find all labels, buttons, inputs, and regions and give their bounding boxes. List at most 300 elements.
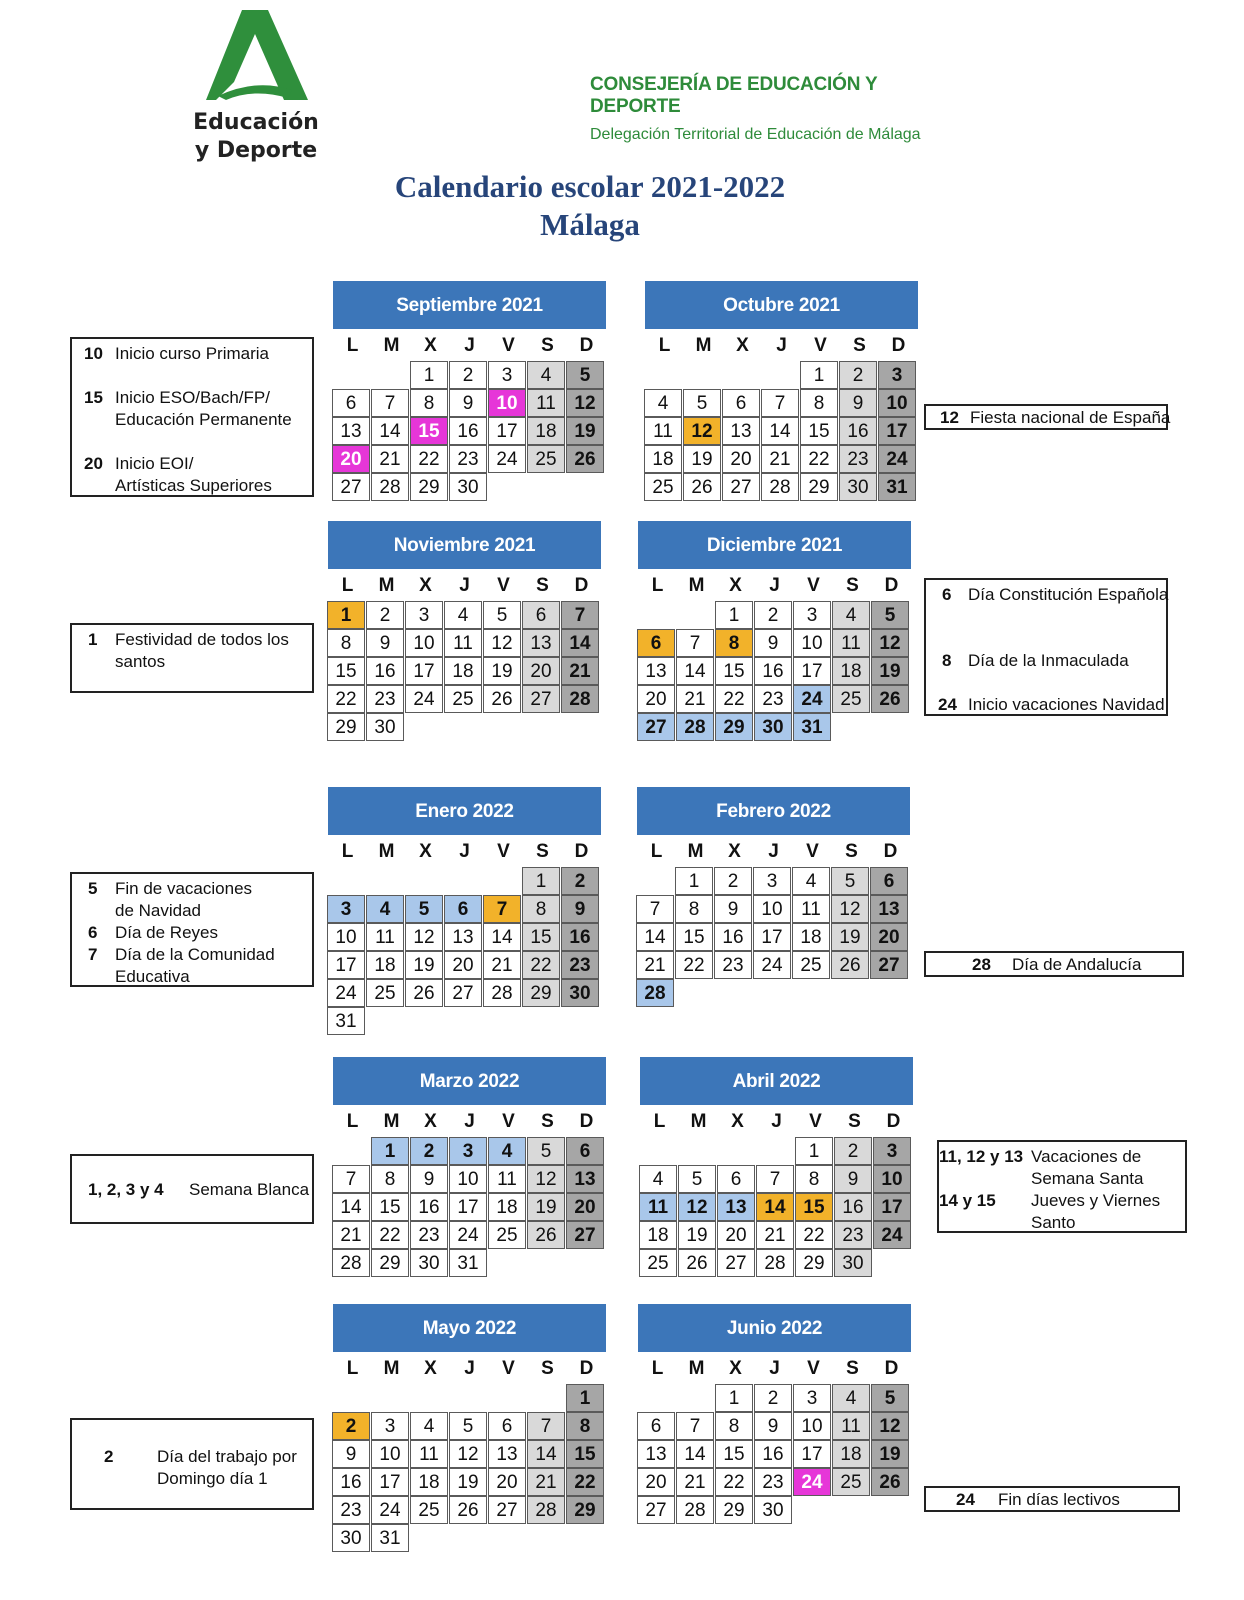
weekday-label: X (424, 1358, 437, 1379)
weekday-label: M (378, 841, 395, 862)
day-cell: 15 (566, 1440, 604, 1468)
day-cell: 13 (722, 417, 760, 445)
day-cell: 23 (834, 1221, 872, 1249)
day-cell: 17 (878, 417, 916, 445)
day-cell: 29 (410, 473, 448, 501)
day-cell: 20 (522, 657, 560, 685)
day-cell: 2 (410, 1137, 448, 1165)
note-june (924, 1486, 1180, 1512)
day-cell: 23 (754, 1468, 792, 1496)
day-cell: 8 (410, 389, 448, 417)
day-cell: 30 (366, 713, 404, 741)
weekday-label: S (846, 1358, 859, 1379)
month-header: Mayo 2022 (333, 1304, 606, 1352)
day-cell: 28 (332, 1249, 370, 1277)
day-cell: 20 (444, 951, 482, 979)
day-cell: 11 (527, 389, 565, 417)
weekday-label: D (884, 575, 899, 596)
day-cell: 26 (871, 1468, 909, 1496)
day-cell: 14 (371, 417, 409, 445)
day-cell: 4 (644, 389, 682, 417)
day-cell: 27 (637, 713, 675, 741)
day-cell: 12 (871, 1412, 909, 1440)
weekday-label: D (884, 1358, 899, 1379)
day-cell: 18 (527, 417, 565, 445)
day-cell: 27 (444, 979, 482, 1007)
note-day: 10 (84, 344, 103, 363)
day-cell: 13 (332, 417, 370, 445)
day-cell: 20 (637, 1468, 675, 1496)
day-cell: 19 (566, 417, 604, 445)
day-cell: 4 (832, 1384, 870, 1412)
day-cell: 13 (870, 895, 908, 923)
day-cell: 1 (566, 1384, 604, 1412)
day-cell: 3 (878, 361, 916, 389)
day-cell: 15 (715, 1440, 753, 1468)
day-cell: 25 (832, 685, 870, 713)
day-cell: 19 (483, 657, 521, 685)
day-cell: 5 (566, 361, 604, 389)
day-cell: 9 (410, 1165, 448, 1193)
day-cell: 7 (483, 895, 521, 923)
day-cell: 30 (754, 1496, 792, 1524)
note-text: Fiesta nacional de España (970, 408, 1171, 427)
day-cell: 19 (678, 1221, 716, 1249)
day-cell: 9 (561, 895, 599, 923)
day-cell: 11 (644, 417, 682, 445)
day-cell: 9 (834, 1165, 872, 1193)
day-cell: 9 (754, 1412, 792, 1440)
weekday-label: M (378, 575, 395, 596)
day-cell: 11 (639, 1193, 677, 1221)
day-cell: 14 (332, 1193, 370, 1221)
note-january (70, 872, 314, 987)
weekday-header-row (328, 575, 601, 601)
day-cell: 11 (366, 923, 404, 951)
day-cell: 17 (488, 417, 526, 445)
weekday-label: M (688, 575, 705, 596)
day-cell: 16 (839, 417, 877, 445)
day-cell: 4 (527, 361, 565, 389)
page-title (300, 168, 880, 244)
weekday-label: X (419, 841, 432, 862)
note-december (924, 578, 1168, 716)
day-cell: 14 (676, 657, 714, 685)
day-cell: 22 (566, 1468, 604, 1496)
logo-text-line-2: y Deporte (194, 138, 318, 163)
day-cell: 17 (793, 1440, 831, 1468)
day-cell: 22 (522, 951, 560, 979)
note-april (937, 1140, 1187, 1233)
note-text: Educación Permanente (115, 410, 292, 429)
day-cell: 15 (410, 417, 448, 445)
weekday-label: J (459, 841, 470, 862)
note-day: 11, 12 y 13 (939, 1147, 1024, 1166)
day-cell: 13 (444, 923, 482, 951)
note-text: Día de la Inmaculada (968, 651, 1129, 670)
day-cell: 11 (410, 1440, 448, 1468)
day-cell: 17 (753, 923, 791, 951)
note-text: santos (115, 652, 166, 671)
weekday-label: V (809, 1111, 822, 1132)
weekday-label: V (814, 335, 827, 356)
note-text: Jueves y Viernes (1031, 1191, 1161, 1210)
day-cell: 3 (793, 601, 831, 629)
day-cell: 7 (676, 629, 714, 657)
day-cell: 19 (871, 657, 909, 685)
day-cell: 26 (449, 1496, 487, 1524)
day-cell: 3 (449, 1137, 487, 1165)
month-header: Febrero 2022 (637, 787, 910, 835)
day-cell: 18 (444, 657, 482, 685)
weekday-label: J (464, 1111, 475, 1132)
day-cell: 3 (327, 895, 365, 923)
day-cell: 23 (366, 685, 404, 713)
note-day: 15 (84, 388, 103, 407)
day-cell: 11 (488, 1165, 526, 1193)
weekday-label: X (419, 575, 432, 596)
note-day: 28 (972, 955, 991, 974)
day-cell: 18 (639, 1221, 677, 1249)
note-text: Semana Santa (1031, 1169, 1144, 1188)
weekday-label: L (341, 575, 354, 596)
day-cell: 31 (793, 713, 831, 741)
weekday-label: V (807, 575, 820, 596)
day-cell: 2 (449, 361, 487, 389)
day-cell: 7 (371, 389, 409, 417)
day-cell: 24 (449, 1221, 487, 1249)
day-cell: 29 (800, 473, 838, 501)
day-cell: 21 (676, 685, 714, 713)
day-cell: 6 (637, 629, 675, 657)
day-cell: 8 (371, 1165, 409, 1193)
day-cell: 29 (715, 1496, 753, 1524)
day-cell: 28 (676, 1496, 714, 1524)
day-cell: 27 (566, 1221, 604, 1249)
day-cell: 8 (566, 1412, 604, 1440)
day-cell: 21 (483, 951, 521, 979)
day-cell: 14 (561, 629, 599, 657)
day-cell: 27 (637, 1496, 675, 1524)
day-cell: 10 (793, 629, 831, 657)
day-cell: 23 (332, 1496, 370, 1524)
day-cell: 29 (715, 713, 753, 741)
weekday-label: V (502, 1111, 515, 1132)
weekday-label: L (653, 1111, 666, 1132)
day-cell: 16 (714, 923, 752, 951)
day-cell: 5 (683, 389, 721, 417)
weekday-label: D (579, 1111, 594, 1132)
day-cell: 27 (488, 1496, 526, 1524)
weekday-label: J (464, 1358, 475, 1379)
weekday-label: L (658, 335, 671, 356)
day-cell: 28 (483, 979, 521, 1007)
day-cell: 12 (831, 895, 869, 923)
day-cell: 9 (714, 895, 752, 923)
day-cell: 22 (327, 685, 365, 713)
note-day: 24 (956, 1490, 975, 1509)
day-cell: 4 (366, 895, 404, 923)
day-cell: 8 (715, 629, 753, 657)
weekday-label: L (341, 841, 354, 862)
weekday-label: X (728, 841, 741, 862)
day-cell: 28 (561, 685, 599, 713)
day-cell: 10 (449, 1165, 487, 1193)
day-cell: 10 (873, 1165, 911, 1193)
note-february (924, 951, 1184, 977)
day-cell: 19 (683, 445, 721, 473)
day-cell: 4 (639, 1165, 677, 1193)
day-cell: 8 (800, 389, 838, 417)
day-cell: 7 (636, 895, 674, 923)
weekday-label: D (574, 575, 589, 596)
day-cell: 10 (327, 923, 365, 951)
day-cell: 2 (366, 601, 404, 629)
day-cell: 19 (527, 1193, 565, 1221)
day-cell: 13 (717, 1193, 755, 1221)
weekday-label: J (768, 841, 779, 862)
day-cell: 21 (561, 657, 599, 685)
day-cell: 12 (678, 1193, 716, 1221)
day-cell: 25 (366, 979, 404, 1007)
day-cell: 12 (566, 389, 604, 417)
day-cell: 5 (871, 601, 909, 629)
day-cell: 28 (371, 473, 409, 501)
weekday-label: S (541, 335, 554, 356)
day-cell: 1 (410, 361, 448, 389)
day-cell: 2 (754, 1384, 792, 1412)
day-cell: 3 (488, 361, 526, 389)
weekday-label: S (853, 335, 866, 356)
day-cell: 6 (717, 1165, 755, 1193)
day-cell: 29 (566, 1496, 604, 1524)
day-cell: 27 (332, 473, 370, 501)
day-cell: 23 (754, 685, 792, 713)
day-cell: 6 (722, 389, 760, 417)
city-title: Málaga (540, 207, 640, 242)
day-cell: 6 (566, 1137, 604, 1165)
day-cell: 24 (371, 1496, 409, 1524)
day-cell: 4 (444, 601, 482, 629)
day-cell: 30 (332, 1524, 370, 1552)
weekday-label: D (883, 841, 898, 862)
day-cell: 11 (444, 629, 482, 657)
day-cell: 8 (522, 895, 560, 923)
day-cell: 6 (522, 601, 560, 629)
day-cell: 24 (793, 1468, 831, 1496)
organization-name: CONSEJERÍA DE EDUCACIÓN Y DEPORTE (590, 74, 878, 117)
day-cell: 7 (761, 389, 799, 417)
weekday-label: X (729, 1358, 742, 1379)
day-cell: 5 (527, 1137, 565, 1165)
weekday-label: M (383, 1358, 400, 1379)
weekday-label: L (346, 1111, 359, 1132)
day-cell: 9 (332, 1440, 370, 1468)
day-cell: 7 (756, 1165, 794, 1193)
note-day: 8 (942, 651, 952, 670)
day-cell: 24 (753, 951, 791, 979)
day-cell: 13 (488, 1440, 526, 1468)
note-day: 6 (942, 585, 952, 604)
day-cell: 1 (371, 1137, 409, 1165)
weekday-label: S (845, 841, 858, 862)
day-cell: 21 (676, 1468, 714, 1496)
day-cell: 11 (792, 895, 830, 923)
calendar-title: Calendario escolar 2021-2022 (394, 169, 786, 204)
note-september (70, 337, 314, 497)
day-cell: 31 (449, 1249, 487, 1277)
day-cell: 10 (405, 629, 443, 657)
day-cell: 13 (522, 629, 560, 657)
weekday-label: D (574, 841, 589, 862)
day-cell: 3 (873, 1137, 911, 1165)
day-cell: 25 (527, 445, 565, 473)
day-cell: 18 (488, 1193, 526, 1221)
day-cell: 5 (483, 601, 521, 629)
day-cell: 30 (754, 713, 792, 741)
day-cell: 26 (566, 445, 604, 473)
day-cell: 15 (715, 657, 753, 685)
organization-header (590, 74, 950, 144)
weekday-label: J (464, 335, 475, 356)
note-text: Fin de vacaciones (115, 879, 253, 898)
day-cell: 5 (678, 1165, 716, 1193)
day-cell: 17 (371, 1468, 409, 1496)
weekday-header-row (645, 335, 918, 361)
weekday-label: V (806, 841, 819, 862)
month-header: Enero 2022 (328, 787, 601, 835)
day-cell: 11 (832, 1412, 870, 1440)
note-march (70, 1154, 314, 1224)
day-cell: 25 (792, 951, 830, 979)
day-cell: 14 (636, 923, 674, 951)
day-cell: 12 (483, 629, 521, 657)
day-cell: 1 (800, 361, 838, 389)
weekday-label: L (346, 335, 359, 356)
month-header: Junio 2022 (638, 1304, 911, 1352)
day-cell: 19 (871, 1440, 909, 1468)
day-cell: 15 (675, 923, 713, 951)
day-cell: 20 (870, 923, 908, 951)
weekday-label: X (424, 1111, 437, 1132)
day-cell: 18 (832, 657, 870, 685)
day-cell: 15 (800, 417, 838, 445)
day-cell: 24 (405, 685, 443, 713)
weekday-label: M (695, 335, 712, 356)
day-cell: 21 (761, 445, 799, 473)
day-cell: 17 (873, 1193, 911, 1221)
weekday-label: S (848, 1111, 861, 1132)
day-cell: 30 (410, 1249, 448, 1277)
day-cell: 26 (871, 685, 909, 713)
note-text: Domingo día 1 (157, 1469, 268, 1488)
note-text: Día de Andalucía (1012, 955, 1142, 974)
day-cell: 17 (449, 1193, 487, 1221)
day-cell: 6 (488, 1412, 526, 1440)
day-cell: 26 (405, 979, 443, 1007)
day-cell: 16 (366, 657, 404, 685)
note-text: Día Constitución Española (968, 585, 1169, 604)
note-day: 12 (940, 408, 959, 427)
day-cell: 8 (795, 1165, 833, 1193)
day-cell: 14 (483, 923, 521, 951)
day-cell: 13 (566, 1165, 604, 1193)
note-text: Inicio ESO/Bach/FP/ (115, 388, 270, 407)
day-cell: 8 (675, 895, 713, 923)
month-header: Diciembre 2021 (638, 521, 911, 569)
day-cell: 19 (449, 1468, 487, 1496)
note-day: 6 (88, 923, 98, 942)
a-logo-icon (196, 8, 316, 103)
day-cell: 16 (561, 923, 599, 951)
weekday-label: D (886, 1111, 901, 1132)
day-cell: 28 (527, 1496, 565, 1524)
day-cell: 27 (870, 951, 908, 979)
month-header: Marzo 2022 (333, 1057, 606, 1105)
day-cell: 26 (527, 1221, 565, 1249)
note-text: Inicio vacaciones Navidad (968, 695, 1165, 714)
weekday-label: S (536, 841, 549, 862)
day-cell: 27 (717, 1249, 755, 1277)
day-cell: 31 (327, 1007, 365, 1035)
day-cell: 27 (522, 685, 560, 713)
day-cell: 8 (715, 1412, 753, 1440)
day-cell: 1 (327, 601, 365, 629)
day-cell: 9 (754, 629, 792, 657)
day-cell: 5 (831, 867, 869, 895)
day-cell: 20 (722, 445, 760, 473)
note-may (70, 1418, 314, 1510)
day-cell: 6 (870, 867, 908, 895)
day-cell: 18 (644, 445, 682, 473)
day-cell: 21 (527, 1468, 565, 1496)
day-cell: 29 (371, 1249, 409, 1277)
day-cell: 2 (332, 1412, 370, 1440)
day-cell: 15 (522, 923, 560, 951)
month-header: Octubre 2021 (645, 281, 918, 329)
note-text: Vacaciones de (1031, 1147, 1142, 1166)
note-text: Santo (1031, 1213, 1076, 1232)
day-cell: 16 (449, 417, 487, 445)
day-cell: 16 (410, 1193, 448, 1221)
weekday-label: M (687, 841, 704, 862)
note-day: 24 (938, 695, 957, 714)
weekday-label: S (846, 575, 859, 596)
weekday-label: V (502, 1358, 515, 1379)
day-cell: 4 (488, 1137, 526, 1165)
day-cell: 16 (754, 657, 792, 685)
weekday-label: J (459, 575, 470, 596)
day-cell: 18 (832, 1440, 870, 1468)
day-cell: 10 (371, 1440, 409, 1468)
note-text: Fin días lectivos (998, 1490, 1120, 1509)
day-cell: 4 (832, 601, 870, 629)
day-cell: 30 (839, 473, 877, 501)
day-cell: 13 (637, 1440, 675, 1468)
day-cell: 16 (834, 1193, 872, 1221)
weekday-label: D (579, 335, 594, 356)
day-cell: 8 (327, 629, 365, 657)
day-cell: 25 (488, 1221, 526, 1249)
day-cell: 29 (327, 713, 365, 741)
day-cell: 24 (488, 445, 526, 473)
weekday-label: X (731, 1111, 744, 1132)
note-text: Festividad de todos los (115, 630, 289, 649)
note-day: 14 y 15 (939, 1191, 996, 1210)
day-cell: 25 (832, 1468, 870, 1496)
weekday-label: S (541, 1111, 554, 1132)
note-day: 5 (88, 879, 98, 898)
